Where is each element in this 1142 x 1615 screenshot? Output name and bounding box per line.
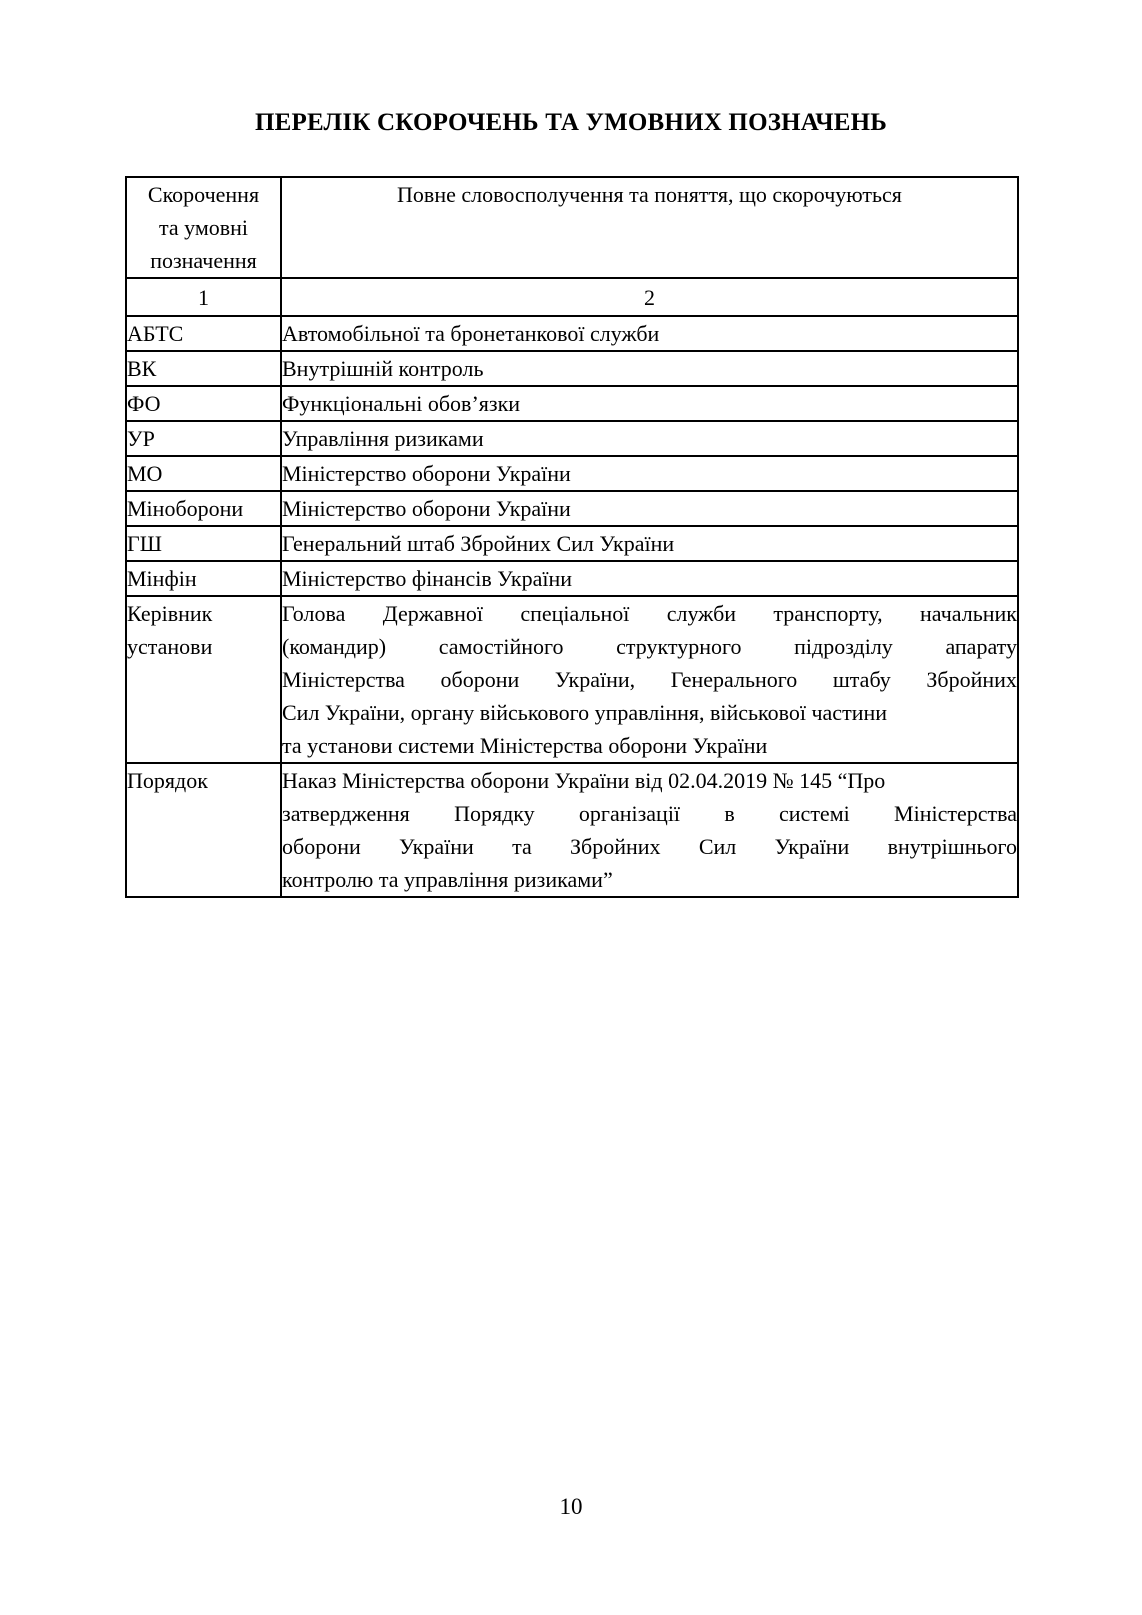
- text-line: [282, 663, 1017, 696]
- word: та: [512, 834, 532, 859]
- column-number-1: 1: [126, 278, 281, 316]
- description-cell: [281, 596, 1018, 763]
- description-cell: Генеральний штаб Збройних Сил України: [281, 526, 1018, 561]
- abbreviation-cell: Порядок: [126, 763, 281, 897]
- word: транспорту,: [773, 601, 883, 626]
- description-cell: Внутрішній контроль: [281, 351, 1018, 386]
- text-line: [282, 830, 1017, 863]
- text-line: [282, 597, 1017, 630]
- header-abbr-line-2: та умовні: [158, 215, 249, 240]
- abbr-line-1: Керівник: [127, 601, 213, 626]
- abbreviation-cell: ФО: [126, 386, 281, 421]
- abbreviations-table: [125, 176, 1019, 898]
- table-row: [126, 526, 1018, 561]
- word: Збройних: [926, 667, 1017, 692]
- word: в: [724, 801, 735, 826]
- table-row: [126, 456, 1018, 491]
- header-cell-abbreviation: [126, 177, 281, 278]
- description-cell: Автомобільної та бронетанкової служби: [281, 316, 1018, 351]
- word: України: [399, 834, 474, 859]
- word: Порядку: [454, 801, 535, 826]
- word: Сил: [698, 834, 737, 859]
- word: підрозділу: [794, 634, 893, 659]
- abbreviation-cell: Міноборони: [126, 491, 281, 526]
- table-row: [126, 421, 1018, 456]
- table-row-kerivnyk: [126, 596, 1018, 763]
- word: затвердження: [282, 801, 410, 826]
- word: Генерального: [670, 667, 798, 692]
- word: України: [774, 834, 850, 859]
- column-number-2: 2: [281, 278, 1018, 316]
- table-row: [126, 561, 1018, 596]
- abbreviation-cell: УР: [126, 421, 281, 456]
- description-cell: Міністерство оборони України: [281, 491, 1018, 526]
- word: служби: [666, 601, 737, 626]
- word: внутрішнього: [887, 834, 1017, 859]
- word: Міністерства: [282, 667, 405, 692]
- description-cell: [281, 763, 1018, 897]
- header-cell-description: Повне словосполучення та поняття, що скорочуються: [281, 177, 1018, 278]
- text-line: [282, 630, 1017, 663]
- abbreviation-cell: Мінфін: [126, 561, 281, 596]
- word: Міністерства: [894, 801, 1017, 826]
- description-cell: Міністерство фінансів України: [281, 561, 1018, 596]
- page-number: 10: [559, 1494, 583, 1519]
- word: системі: [779, 801, 850, 826]
- description-cell: Управління ризиками: [281, 421, 1018, 456]
- word: самостійного: [438, 634, 564, 659]
- word: України,: [554, 667, 636, 692]
- header-abbr-line-3: позначення: [150, 248, 257, 273]
- table-row: [126, 386, 1018, 421]
- table-row: [126, 316, 1018, 351]
- word: структурного: [616, 634, 742, 659]
- word: (командир): [282, 634, 387, 659]
- text-line: та установи системи Міністерства оборони України: [282, 733, 768, 758]
- word: Державної: [382, 601, 483, 626]
- text-line: Наказ Міністерства оборони України від 02.04.2019 № 145 “Про: [282, 768, 886, 793]
- word: спеціальної: [520, 601, 630, 626]
- word: оборони: [282, 834, 361, 859]
- word: організації: [578, 801, 681, 826]
- word: оборони: [440, 667, 520, 692]
- text-line: Сил України, органу військового управління, військової частини: [282, 700, 888, 725]
- description-cell: Міністерство оборони України: [281, 456, 1018, 491]
- abbreviation-cell: ГШ: [126, 526, 281, 561]
- text-line: контролю та управління ризиками”: [282, 867, 613, 892]
- header-abbr-line-1: Скорочення: [147, 182, 260, 207]
- word: апарату: [945, 634, 1017, 659]
- word: штабу: [832, 667, 891, 692]
- description-cell: Функціональні обов’язки: [281, 386, 1018, 421]
- column-numbering-row: [126, 278, 1018, 316]
- abbreviation-cell: [126, 596, 281, 763]
- word: Голова: [282, 601, 346, 626]
- abbr-line-2: установи: [127, 634, 213, 659]
- text-line: [282, 797, 1017, 830]
- word: Збройних: [570, 834, 661, 859]
- abbreviation-cell: МО: [126, 456, 281, 491]
- page-title: ПЕРЕЛІК СКОРОЧЕНЬ ТА УМОВНИХ ПОЗНАЧЕНЬ: [254, 109, 888, 136]
- abbreviation-cell: ВК: [126, 351, 281, 386]
- table-row-poryadok: [126, 763, 1018, 897]
- abbreviation-cell: АБТС: [126, 316, 281, 351]
- table-row: [126, 491, 1018, 526]
- table-row: [126, 351, 1018, 386]
- table-header-row: [126, 177, 1018, 278]
- word: начальник: [920, 601, 1017, 626]
